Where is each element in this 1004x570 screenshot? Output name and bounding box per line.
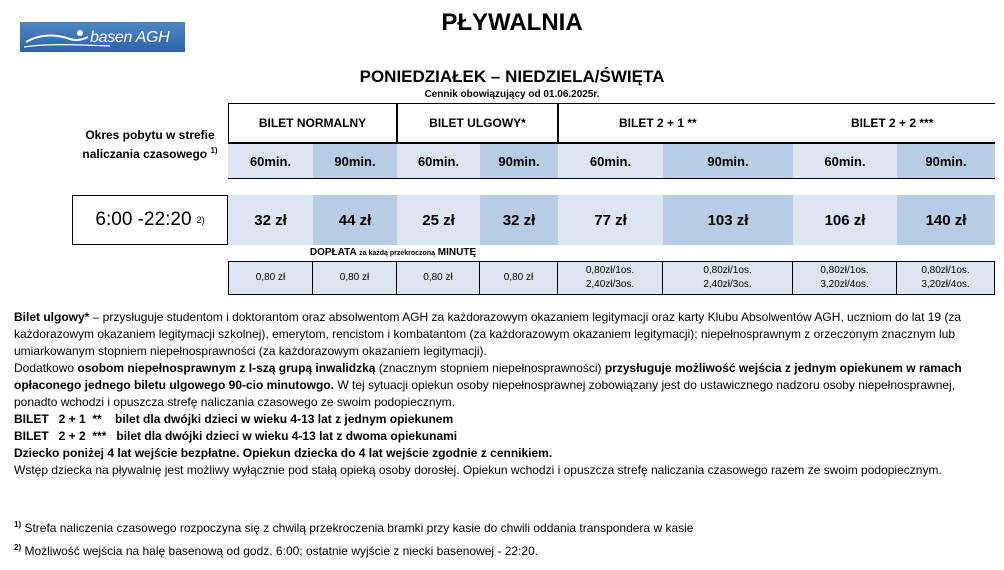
price-cell: 32 zł [228, 195, 313, 245]
duration-cell: 60min. [397, 143, 480, 179]
surcharge-line: 0,80zł/1os. [585, 265, 635, 276]
time-range-text: 6:00 -22:20 [95, 209, 192, 230]
note-entry: Wstęp dziecka na pływalnię jest możliwy wyłącznie pod stałą opieką osoby dorosłej. Opiekun wchodzi i opuszcza strefę naliczania czasowego razem ze swoim podopiecznym. [14, 463, 942, 477]
surcharge-line: 0,80zł/1os. [820, 265, 869, 276]
note-reduced-title: Bilet ulgowy* [14, 310, 90, 324]
note-ticket-2plus2: BILET 2 + 2 *** bilet dla dwójki dzieci w wieku 4-13 lat z dwoma opiekunami [14, 429, 458, 443]
price-cell: 25 zł [397, 195, 480, 245]
surcharge-line: 0,80zł/1os. [921, 265, 970, 276]
surcharge-label-end: MINUTĘ [437, 247, 477, 258]
period-note: 1) [210, 146, 218, 155]
surcharge-line: 2,40zł/3os. [703, 279, 752, 290]
footnote-text: Możliwość wejścia na halę basenową od godz. 6:00; ostatnie wyjście z niecki basenowej - 22:20. [21, 544, 539, 558]
period-label-text: Okres pobytu w strefie naliczania czasowego [82, 128, 215, 161]
duration-cell: 60min. [793, 143, 897, 179]
valid-from: Cennik obowiązujący od 01.06.2025r. [424, 89, 600, 100]
price-cell: 77 zł [558, 195, 663, 245]
page-title: PŁYWALNIA [441, 9, 583, 36]
note-children: Dziecko poniżej 4 lat wejście bezpłatne. Opiekun dziecka do 4 lat wejście zgodnie z cennikiem. [14, 446, 553, 460]
surcharge-label-small: za każdą przekroczoną [359, 250, 435, 257]
surcharge-cell [558, 261, 663, 295]
note-reduced [14, 309, 994, 360]
note-reduced-text: – przysługuje studentom i doktorantom oraz absolwentom AGH za każdorazowym okazaniem legitymacji oraz karty Klubu Absolwentów AGH, uczniom do lat 19 (za każdorazowym okazaniem legitymacji szkolnej), emerytom, rencistom i kombatantom (za każdorazowym okazaniem legitymacji); niepełnosprawnym z orzeczonym znacznym lub umiarkowanym stopniem niepełnosprawności (za każdorazowym okazaniem legitymacji). [14, 310, 962, 358]
surcharge-cell: 0,80 zł [228, 261, 313, 295]
surcharge-cell: 0,80 zł [397, 261, 480, 295]
header-2plus1: BILET 2 + 1 ** [619, 116, 697, 130]
surcharge-cell [897, 261, 995, 295]
note-text: (znacznym stopniem niepełnosprawności) [375, 361, 605, 375]
price-cell: 140 zł [897, 195, 995, 245]
page-subtitle: PONIEDZIAŁEK – NIEDZIELA/ŚWIĘTA [359, 67, 665, 86]
surcharge-cell: 0,80 zł [480, 261, 558, 295]
header-family [558, 103, 995, 143]
note-text-bold: osobom niepełnosprawnym z I-szą grupą inwalidzką [77, 361, 376, 375]
duration-cell: 90min. [897, 143, 995, 179]
footnote-mark: 2) [14, 543, 22, 552]
surcharge-line: 0,80zł/1os. [703, 265, 752, 276]
duration-cell: 90min. [480, 143, 558, 179]
note-text-bold: przysługuje możliwość wejścia z jednym opiekunem w ramach opłaconego jednego biletu ulgowego 90-cio minutowgo. [14, 361, 962, 392]
note-disabled [14, 360, 994, 411]
surcharge-label [228, 247, 558, 261]
price-cell: 103 zł [663, 195, 793, 245]
note-text: W tej sytuacji opiekun osoby niepełnosprawnej zobowiązany jest do ustawicznego nadzoru osoby niepełnosprawnej, ponadto wchodzi i opuszcza strefę naliczania czasowego ze swoim podopiecznym. [14, 378, 956, 409]
surcharge-label-main: DOPŁATA [309, 247, 357, 258]
period-label [80, 127, 220, 162]
logo-text: basen AGH [90, 29, 170, 46]
price-cell: 44 zł [313, 195, 397, 245]
footnote-1 [14, 520, 693, 535]
footnote-2 [14, 543, 538, 558]
header-2plus2: BILET 2 + 2 *** [851, 116, 934, 130]
time-note: 2) [196, 215, 205, 225]
notes-section [14, 309, 994, 479]
surcharge-cell [663, 261, 793, 295]
footnote-mark: 1) [14, 520, 22, 529]
surcharge-line: 2,40zł/3os. [585, 279, 635, 290]
surcharge-line: 3,20zł/4os. [820, 279, 869, 290]
price-cell: 32 zł [480, 195, 558, 245]
note-text: Dodatkowo [14, 361, 78, 375]
duration-cell: 90min. [313, 143, 397, 179]
duration-cell: 90min. [663, 143, 793, 179]
price-cell: 106 zł [793, 195, 897, 245]
header-normal: BILET NORMALNY [228, 103, 397, 143]
time-range [72, 195, 228, 245]
duration-cell: 60min. [228, 143, 313, 179]
header-reduced: BILET ULGOWY* [397, 103, 558, 143]
duration-cell: 60min. [558, 143, 663, 179]
footnote-text: Strefa naliczenia czasowego rozpoczyna się z chwilą przekroczenia bramki przy kasie do chwili oddania transpondera w kasie [21, 521, 694, 535]
surcharge-cell [793, 261, 897, 295]
surcharge-cell: 0,80 zł [313, 261, 397, 295]
note-ticket-2plus1: BILET 2 + 1 ** bilet dla dwójki dzieci w wieku 4-13 lat z jednym opiekunem [14, 412, 454, 426]
surcharge-line: 3,20zł/4os. [921, 279, 970, 290]
